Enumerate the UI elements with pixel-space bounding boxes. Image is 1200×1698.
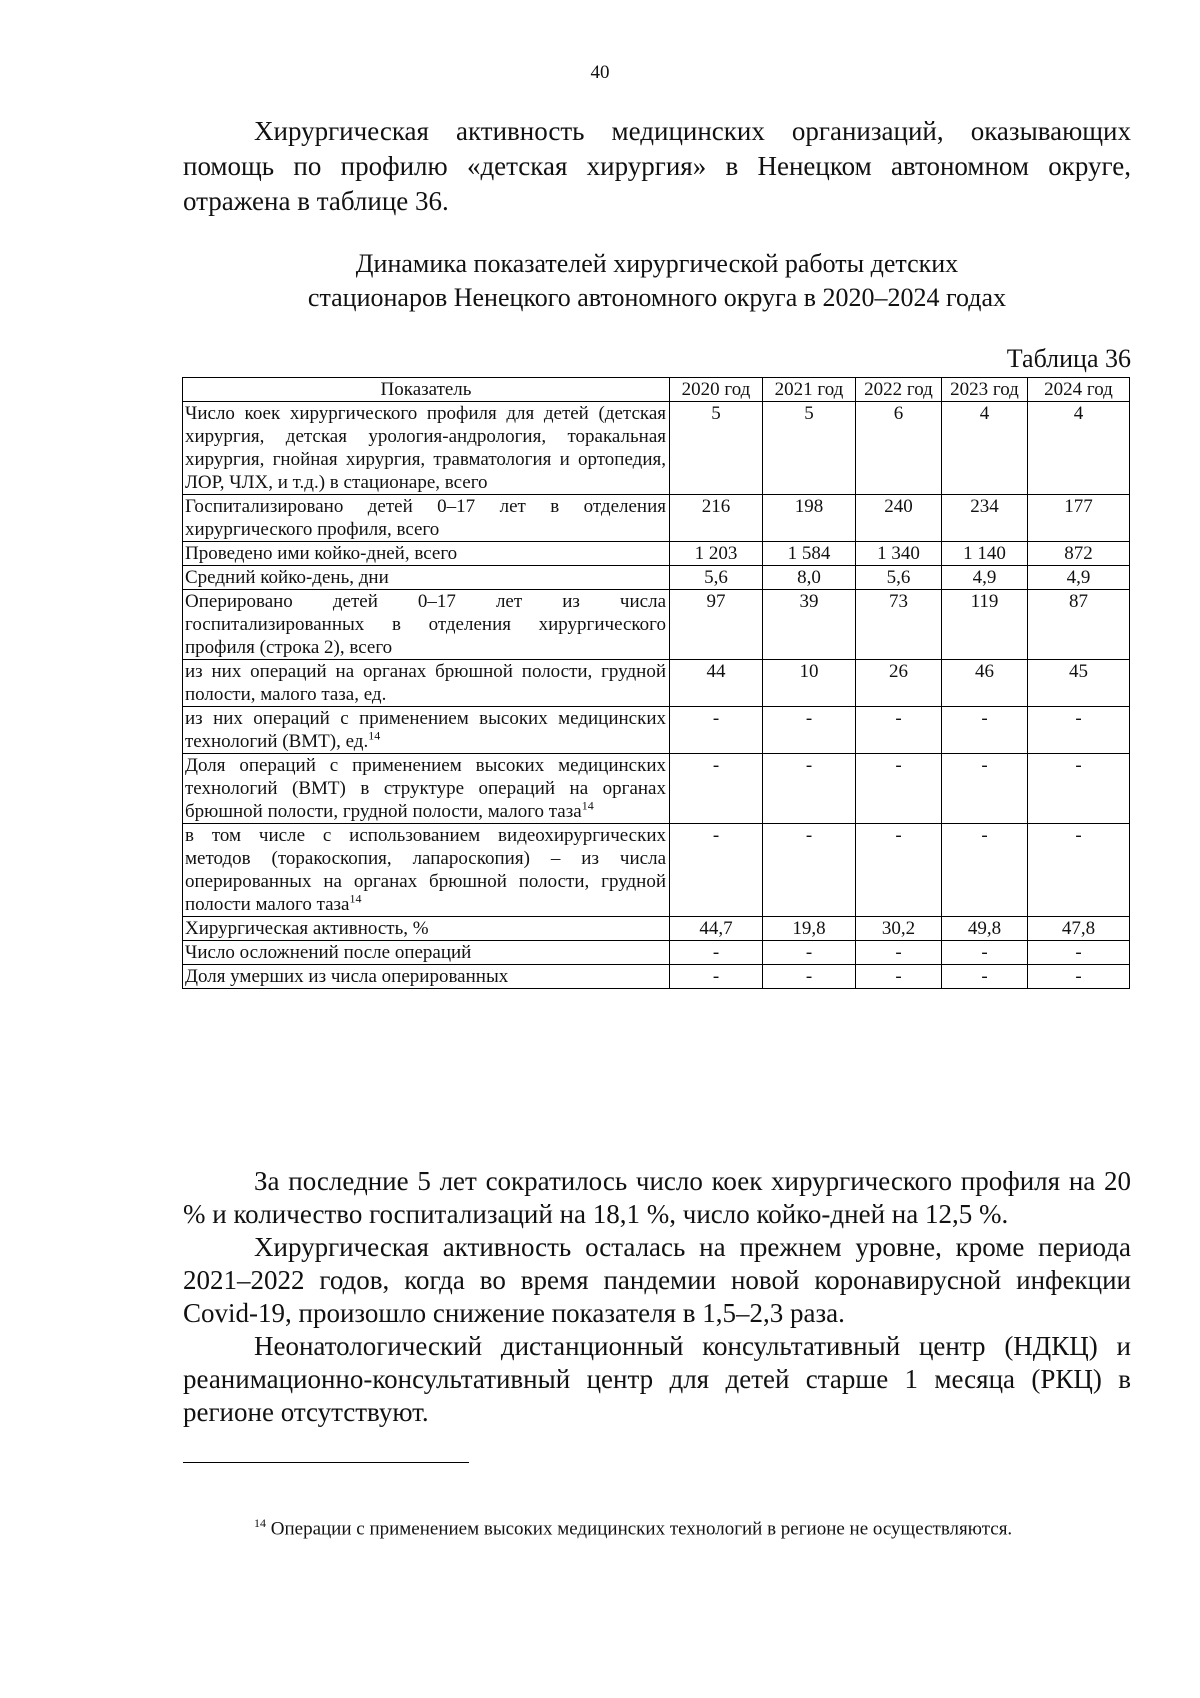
footnote-reference: 14 — [368, 728, 381, 743]
value-cell: - — [1028, 754, 1130, 824]
value-cell: 46 — [942, 660, 1028, 707]
table-row — [183, 566, 1130, 590]
indicator-cell — [183, 566, 670, 590]
footnote-text: Операции с применением высоких медицинских технологий в регионе не осуществляются. — [270, 1518, 1013, 1540]
table-row — [183, 965, 1130, 989]
column-header: 2020 год — [670, 378, 763, 402]
table-label: Таблица 36 — [1006, 344, 1131, 373]
indicator-cell — [183, 590, 670, 660]
conclusion-text — [183, 1165, 1131, 1429]
table-title — [183, 247, 1131, 315]
value-cell: 87 — [1028, 590, 1130, 660]
value-cell: 119 — [942, 590, 1028, 660]
indicator-label: Число осложнений после операций — [185, 942, 472, 963]
value-cell: 1 203 — [670, 542, 763, 566]
page-number: 40 — [590, 62, 610, 83]
indicator-cell — [183, 660, 670, 707]
footnote-number: 14 — [254, 1516, 266, 1530]
indicator-label: из них операций с применением высоких медицинских технологий (ВМТ), ед. — [185, 708, 666, 752]
value-cell: - — [763, 824, 856, 917]
value-cell: 10 — [763, 660, 856, 707]
value-cell: 73 — [856, 590, 942, 660]
indicator-label: в том числе с использованием видеохирургических методов (торакоскопия, лапароскопия) – из числа оперированных на органах брюшной полости, грудной полости малого таза — [185, 825, 666, 915]
footnote-reference: 14 — [349, 891, 362, 906]
value-cell: 44,7 — [670, 917, 763, 941]
value-cell: - — [856, 941, 942, 965]
indicator-label: из них операций на органах брюшной полости, грудной полости, малого таза, ед. — [185, 661, 666, 705]
indicator-label: Доля операций с применением высоких медицинских технологий (ВМТ) в структуре операций на органах брюшной полости, грудной полости, малого таза — [185, 755, 666, 822]
value-cell: - — [856, 707, 942, 754]
indicator-cell — [183, 941, 670, 965]
value-cell: - — [763, 754, 856, 824]
table-row — [183, 707, 1130, 754]
indicator-cell — [183, 542, 670, 566]
value-cell: - — [670, 824, 763, 917]
value-cell: - — [856, 754, 942, 824]
value-cell: - — [670, 754, 763, 824]
indicator-cell — [183, 402, 670, 495]
value-cell: 5,6 — [856, 566, 942, 590]
indicator-cell — [183, 495, 670, 542]
value-cell: 1 340 — [856, 542, 942, 566]
table-header-row — [183, 378, 1130, 402]
value-cell: 4 — [942, 402, 1028, 495]
indicator-label: Проведено ими койко-дней, всего — [185, 543, 458, 564]
column-header: Показатель — [183, 378, 670, 402]
indicator-label: Хирургическая активность, % — [185, 918, 429, 939]
value-cell: 47,8 — [1028, 917, 1130, 941]
value-cell: 4 — [1028, 402, 1130, 495]
intro-paragraph: Хирургическая активность медицинских организаций, оказывающих помощь по профилю «детская хирургия» в Ненецком автономном округе, отражена в таблице 36. — [183, 116, 1131, 216]
indicators-table — [182, 377, 1130, 989]
value-cell: 177 — [1028, 495, 1130, 542]
value-cell: - — [942, 707, 1028, 754]
value-cell: - — [856, 965, 942, 989]
value-cell: 4,9 — [1028, 566, 1130, 590]
value-cell: - — [670, 965, 763, 989]
value-cell: - — [942, 941, 1028, 965]
value-cell: 39 — [763, 590, 856, 660]
value-cell: - — [763, 707, 856, 754]
footnote-reference: 14 — [581, 798, 594, 813]
value-cell: 44 — [670, 660, 763, 707]
value-cell: 30,2 — [856, 917, 942, 941]
value-cell: - — [942, 754, 1028, 824]
indicator-cell — [183, 917, 670, 941]
value-cell: 1 584 — [763, 542, 856, 566]
value-cell: 8,0 — [763, 566, 856, 590]
column-header: 2024 год — [1028, 378, 1130, 402]
indicator-label: Число коек хирургического профиля для детей (детская хирургия, детская урология-андрология, торакальная хирургия, гнойная хирургия, травматология и ортопедия, ЛОР, ЧЛХ, и т.д.) в стационаре, всего — [185, 403, 666, 493]
indicator-cell — [183, 707, 670, 754]
footnote — [183, 1510, 1108, 1542]
column-header: 2022 год — [856, 378, 942, 402]
table-row — [183, 660, 1130, 707]
column-header: 2021 год — [763, 378, 856, 402]
value-cell: - — [1028, 965, 1130, 989]
table-row — [183, 941, 1130, 965]
table-row — [183, 824, 1130, 917]
value-cell: 26 — [856, 660, 942, 707]
value-cell: - — [670, 707, 763, 754]
value-cell: 198 — [763, 495, 856, 542]
value-cell: 216 — [670, 495, 763, 542]
value-cell: - — [942, 965, 1028, 989]
indicator-label: Средний койко-день, дни — [185, 567, 389, 588]
table-row — [183, 917, 1130, 941]
value-cell: 19,8 — [763, 917, 856, 941]
table-row — [183, 495, 1130, 542]
indicator-cell — [183, 824, 670, 917]
table-row — [183, 754, 1130, 824]
column-header: 2023 год — [942, 378, 1028, 402]
value-cell: - — [763, 941, 856, 965]
value-cell: 6 — [856, 402, 942, 495]
value-cell: 5,6 — [670, 566, 763, 590]
table-row — [183, 542, 1130, 566]
value-cell: - — [1028, 707, 1130, 754]
value-cell: 97 — [670, 590, 763, 660]
paragraph: За последние 5 лет сократилось число коек хирургического профиля на 20 % и количество госпитализаций на 18,1 %, число койко-дней на 12,5 %. — [183, 1166, 1131, 1229]
footnote-divider — [183, 1462, 469, 1463]
table-title-line: стационаров Ненецкого автономного округа в 2020–2024 годах — [307, 283, 1007, 312]
indicator-cell — [183, 965, 670, 989]
table-row — [183, 590, 1130, 660]
value-cell: 5 — [763, 402, 856, 495]
paragraph: Хирургическая активность осталась на прежнем уровне, кроме периода 2021–2022 годов, когда во время пандемии новой коронавирусной инфекции Covid-19, произошло снижение показателя в 1,5–2,3 раза. — [183, 1232, 1131, 1328]
value-cell: 234 — [942, 495, 1028, 542]
value-cell: - — [670, 941, 763, 965]
value-cell: 240 — [856, 495, 942, 542]
indicator-label: Госпитализировано детей 0–17 лет в отделения хирургического профиля, всего — [185, 496, 666, 540]
value-cell: 872 — [1028, 542, 1130, 566]
value-cell: 45 — [1028, 660, 1130, 707]
value-cell: - — [1028, 941, 1130, 965]
value-cell: 1 140 — [942, 542, 1028, 566]
table-title-line: Динамика показателей хирургической работы детских — [355, 249, 959, 278]
value-cell: - — [942, 824, 1028, 917]
indicator-label: Оперировано детей 0–17 лет из числа госпитализированных в отделения хирургического профиля (строка 2), всего — [185, 591, 666, 658]
value-cell: - — [856, 824, 942, 917]
value-cell: 5 — [670, 402, 763, 495]
value-cell: 49,8 — [942, 917, 1028, 941]
value-cell: - — [1028, 824, 1130, 917]
paragraph: Неонатологический дистанционный консультативный центр (НДКЦ) и реанимационно-консультативный центр для детей старше 1 месяца (РКЦ) в регионе отсутствуют. — [183, 1331, 1131, 1427]
table-row — [183, 402, 1130, 495]
indicator-label: Доля умерших из числа оперированных — [185, 966, 509, 987]
value-cell: - — [763, 965, 856, 989]
indicator-cell — [183, 754, 670, 824]
value-cell: 4,9 — [942, 566, 1028, 590]
